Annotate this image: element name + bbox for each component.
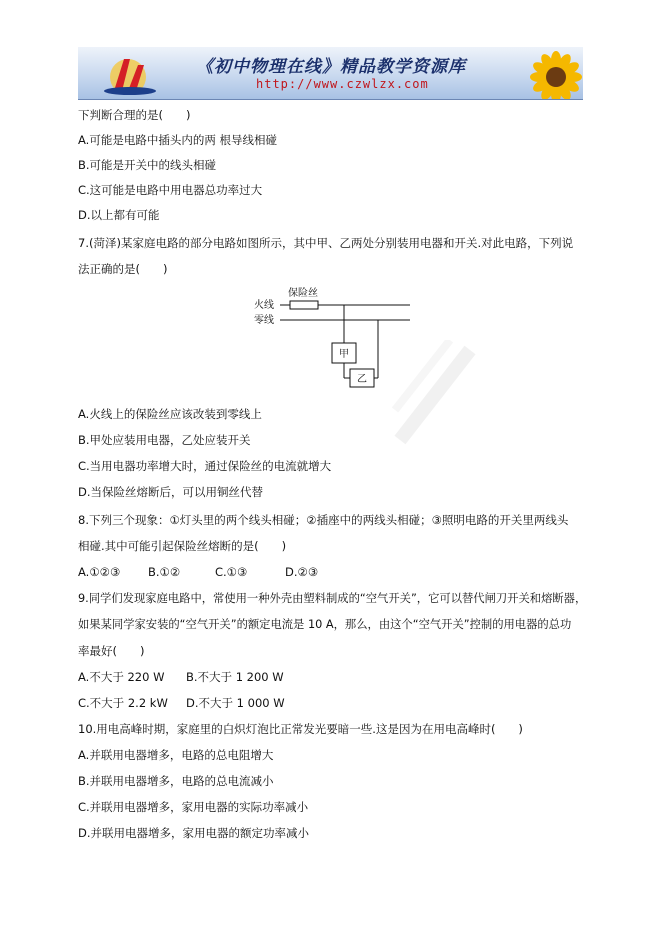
header-banner xyxy=(78,47,583,100)
q8-option-c: C.①③ xyxy=(215,565,248,579)
q9-options-row1 xyxy=(78,670,284,684)
box-a-label: 甲 xyxy=(339,349,349,360)
q10-option-a: A.并联用电器增多，电路的总电阻增大 xyxy=(78,748,274,762)
q9-option-c: C.不大于 2.2 kW xyxy=(78,696,168,710)
q6-stem: 下判断合理的是( ) xyxy=(78,108,191,122)
q8-options-row xyxy=(78,565,318,579)
q10-option-c: C.并联用电器增多，家用电器的实际功率减小 xyxy=(78,800,309,814)
banner-title: 《初中物理在线》精品教学资源库 xyxy=(196,57,466,77)
q9-stem-line3: 率最好( ) xyxy=(78,644,145,658)
box-b-label: 乙 xyxy=(357,374,367,385)
q6-option-c: C.这可能是电路中用电器总功率过大 xyxy=(78,183,263,197)
q9-option-d: D.不大于 1 000 W xyxy=(186,696,285,710)
sunflower-icon xyxy=(508,47,583,99)
q7-stem-line1: 7.(菏泽)某家庭电路的部分电路如图所示，其中甲、乙两处分别装用电器和开关.对此电路，下列说 xyxy=(78,236,574,250)
live-wire-label: 火线 xyxy=(254,300,274,311)
q10-option-b: B.并联用电器增多，电路的总电流减小 xyxy=(78,774,274,788)
q9-stem-line2: 如果某同学家安装的“空气开关”的额定电流是 10 A，那么，由这个“空气开关”控制的用电器的总功 xyxy=(78,618,572,631)
fuse-symbol xyxy=(290,301,318,309)
q9-option-a: A.不大于 220 W xyxy=(78,670,165,684)
q7-stem-line2: 法正确的是( ) xyxy=(78,262,168,276)
q10-stem: 10.用电高峰时期，家庭里的白炽灯泡比正常发光要暗一些.这是因为在用电高峰时( ) xyxy=(78,722,523,736)
q8-stem-line2: 相碰.其中可能引起保险丝熔断的是( ) xyxy=(78,539,287,553)
q8-option-d: D.②③ xyxy=(285,565,319,579)
neutral-wire-label: 零线 xyxy=(254,315,274,326)
q7-option-a: A.火线上的保险丝应该改装到零线上 xyxy=(78,407,262,421)
q6-option-b: B.可能是开关中的线头相碰 xyxy=(78,158,217,172)
banner-url: http://www.czwlzx.com xyxy=(256,77,429,91)
q6-option-d: D.以上都有可能 xyxy=(78,208,160,222)
q10-option-d: D.并联用电器增多，家用电器的额定功率减小 xyxy=(78,826,310,840)
q9-option-b: B.不大于 1 200 W xyxy=(186,670,284,684)
logo-icon xyxy=(100,51,160,97)
q8-stem-line1: 8.下列三个现象：①灯头里的两个线头相碰；②插座中的两线头相碰；③照明电路的开关里两线头 xyxy=(78,513,569,527)
q7-option-b: B.甲处应装用电器，乙处应装开关 xyxy=(78,433,251,447)
watermark-graphic xyxy=(390,340,480,450)
q7-option-c: C.当用电器功率增大时，通过保险丝的电流就增大 xyxy=(78,459,332,473)
q9-options-row2 xyxy=(78,696,285,710)
q7-option-d: D.当保险丝熔断后，可以用铜丝代替 xyxy=(78,485,264,499)
fuse-label: 保险丝 xyxy=(288,288,318,299)
q6-option-a: A.可能是电路中插头内的两 根导线相碰 xyxy=(78,133,277,147)
q9-stem-line1: 9.同学们发现家庭电路中，常使用一种外壳由塑料制成的“空气开关”，它可以替代闸刀开关和熔断器， xyxy=(78,592,587,605)
q8-option-a: A.①②③ xyxy=(78,565,121,579)
q8-option-b: B.①② xyxy=(148,565,181,579)
